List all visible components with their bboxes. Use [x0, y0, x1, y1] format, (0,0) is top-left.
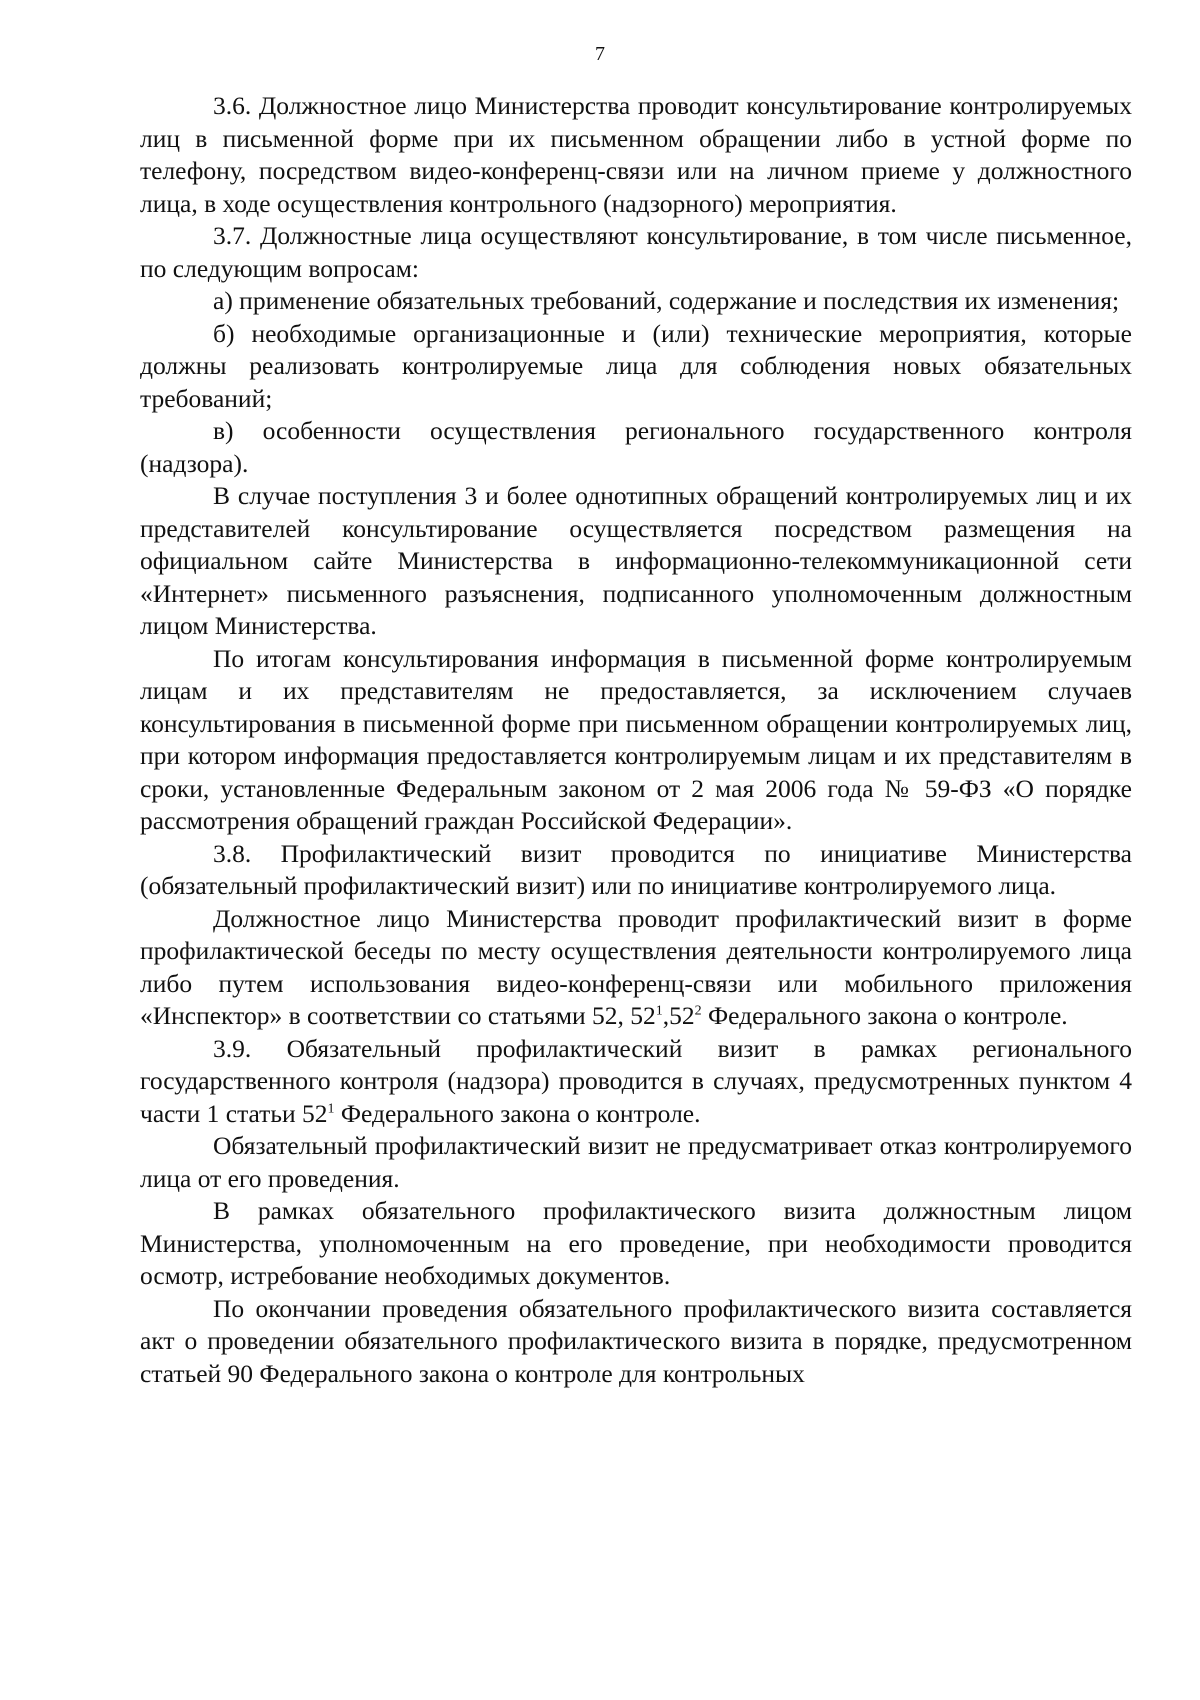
paragraph-visit-form — [140, 903, 1132, 1033]
superscript-2: 2 — [694, 1003, 702, 1019]
visit-form-text-before: Должностное лицо Министерства проводит профилактический визит в форме профилактической беседы по месту осуществления деятельности контролируемого лица либо путем использования видео-конференц-связи или мобильного приложения «Инспектор» в соответствии со статьями 52, 52 — [140, 903, 1132, 1030]
paragraph-3-8: 3.8. Профилактический визит проводится по инициативе Министерства (обязательный профилактический визит) или по инициативе контролируемого лица. — [140, 838, 1132, 900]
page-number: 7 — [595, 43, 605, 65]
p39-text-after: Федерального закона о контроле. — [334, 1098, 701, 1128]
document-body — [140, 90, 1132, 1390]
p39-text: 3.9. Обязательный профилактический визит в рамках регионального государственного контроля (надзора) проводится в случаях, предусмотренных пунктом 4 части 1 статьи 52 — [140, 1033, 1132, 1128]
paragraph-multiple-requests: В случае поступления 3 и более однотипных обращений контролируемых лиц и их представителей консультирование осуществляется посредством размещения на официальном сайте Министерства в информационно-телекоммуникационной сети «Интернет» письменного разъяснения, подписанного уполномоченным должностным лицом Министерства. — [140, 481, 1132, 640]
paragraph-inspection: В рамках обязательного профилактического визита должностным лицом Министерства, уполномоченным на его проведение, при необходимости проводится осмотр, истребование необходимых документов. — [140, 1196, 1132, 1290]
paragraph-3-9 — [140, 1033, 1132, 1131]
list-item-b: б) необходимые организационные и (или) технические мероприятия, которые должны реализовать контролируемые лица для соблюдения новых обязательных требований; — [140, 318, 1132, 413]
paragraph-3-7: 3.7. Должностные лица осуществляют консультирование, в том числе письменное, по следующим вопросам: — [140, 221, 1132, 283]
superscript-p39: 1 — [327, 1101, 335, 1116]
visit-form-text-after: Федерального закона о контроле. — [701, 1001, 1068, 1030]
visit-form-text-middle: ,52 — [662, 1001, 695, 1030]
list-item-a: а) применение обязательных требований, содержание и последствия их изменения; — [213, 286, 1120, 315]
list-item-v: в) особенности осуществления регионального государственного контроля (надзора). — [140, 416, 1132, 478]
paragraph-no-refusal: Обязательный профилактический визит не предусматривает отказ контролируемого лица от его проведения. — [140, 1131, 1132, 1193]
paragraph-act: По окончании проведения обязательного профилактического визита составляется акт о проведении обязательного профилактического визита в порядке, предусмотренном статьей 90 Федерального закона о контроле для контрольных — [140, 1293, 1132, 1388]
superscript-1: 1 — [655, 1003, 663, 1019]
paragraph-consultation-results: По итогам консультирования информация в письменной форме контролируемым лицам и их представителям не предоставляется, за исключением случаев консультирования в письменной форме при письменном обращении контролируемых лиц, при котором информация предоставляется контролируемым лицам и их представителям в сроки, установленные Федеральным законом от 2 мая 2006 года № 59-ФЗ «О порядке рассмотрения обращений граждан Российской Федерации». — [140, 643, 1132, 835]
paragraph-3-6: 3.6. Должностное лицо Министерства проводит консультирование контролируемых лиц в письменной форме при их письменном обращении либо в устной форме по телефону, посредством видео-конференц-связи или на личном приеме у должностного лица, в ходе осуществления контрольного (надзорного) мероприятия. — [140, 91, 1132, 218]
